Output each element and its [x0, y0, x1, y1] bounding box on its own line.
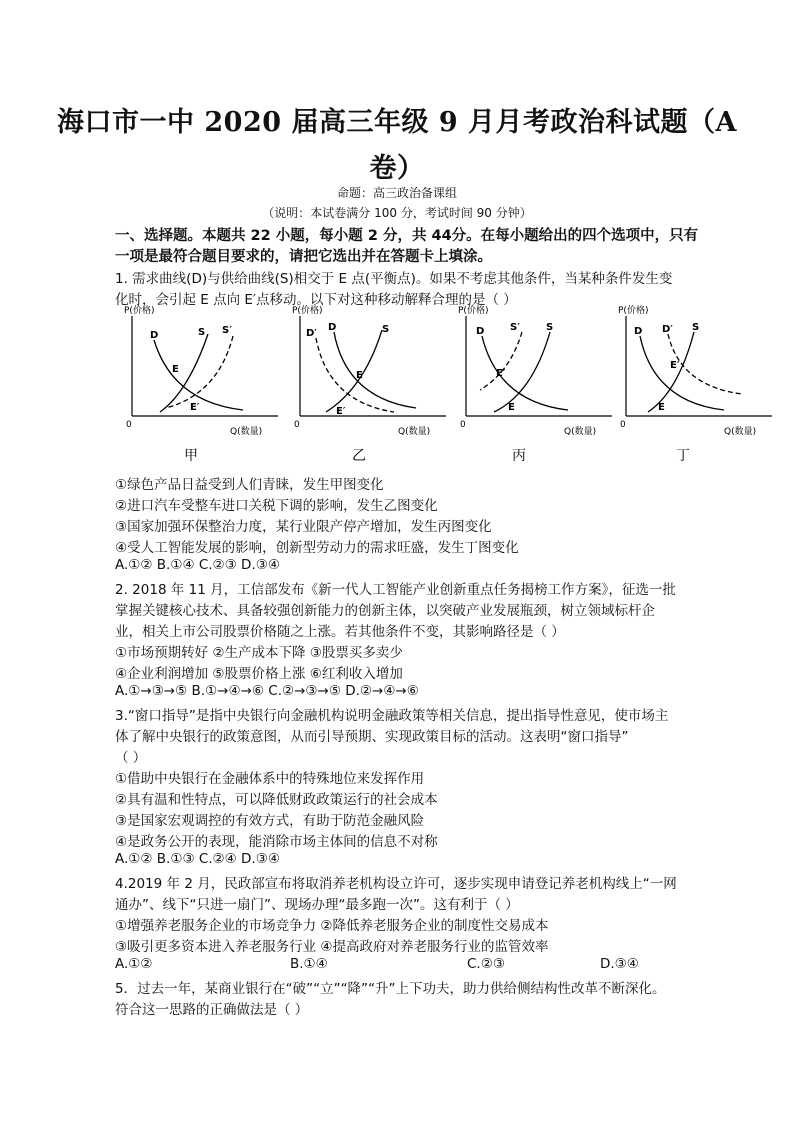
- graph-y-axis-label: P(价格): [124, 306, 155, 316]
- supply-demand-graph-ding: [612, 302, 772, 472]
- question-2-option: ④企业利润增加 ⑤股票价格上涨 ⑥红利收入增加: [115, 666, 403, 682]
- demand-curve-d: [482, 336, 568, 410]
- graph-y-axis-label: P(价格): [292, 306, 323, 316]
- question-2-answers: A.①→③→⑤ B.①→④→⑥ C.②→③→⑤ D.②→④→⑥: [115, 683, 419, 699]
- graph-caption: 乙: [352, 448, 366, 464]
- label-s-prime: S′: [510, 322, 520, 333]
- question-2-stem-line2: 掌握关键核心技术、具备较强创新能力的创新主体，以突破产业发展瓶颈，树立领域标杆企: [115, 603, 655, 619]
- label-s: S: [198, 327, 206, 338]
- question-1-stem-line2: 化时，会引起 E 点向 E′点移动。以下对这种移动解释合理的是（ ）: [115, 292, 517, 308]
- exam-author: 命题：高三政治备课组: [336, 186, 457, 200]
- question-3-option: ④是政务公开的表现，能消除市场主体间的信息不对称: [115, 834, 438, 850]
- question-4-stem-line2: 通办”、线下“只进一扇门”、现场办理“最多跑一次”。这有利于（ ）: [115, 897, 519, 913]
- supply-curve-s: [326, 330, 382, 412]
- question-1-option: ③国家加强环保整治力度，某行业限产停产增加，发生丙图变化: [115, 519, 492, 535]
- question-4-stem-line1: 4.2019 年 2 月，民政部宣布将取消养老机构设立许可，逐步实现申请登记养老机构线上“一网: [115, 876, 677, 892]
- demand-curve-d: [640, 336, 724, 410]
- question-2-option: ①市场预期转好 ②生产成本下降 ③股票买多卖少: [115, 645, 403, 661]
- label-s-prime: S′: [222, 325, 232, 336]
- label-d: D: [476, 326, 485, 337]
- section-instruction-line2: 一项是最符合题目要求的，请把它选出并在答题卡上填涂。: [115, 249, 492, 265]
- label-s: S: [692, 322, 700, 333]
- supply-demand-graph-yi: [286, 302, 446, 472]
- question-2-stem-line1: 2. 2018 年 11 月，工信部发布《新一代人工智能产业创新重点任务揭榜工作方案》，征选一批: [115, 582, 676, 598]
- question-1-option: ②进口汽车受整车进口关税下调的影响，发生乙图变化: [115, 498, 438, 514]
- question-1-stem-line1: 1. 需求曲线(D)与供给曲线(S)相交于 E 点(平衡点)。如果不考虑其他条件，当某种条件发生变: [115, 271, 673, 287]
- supply-curve-s-prime: [480, 332, 522, 390]
- question-4-option: ①增强养老服务企业的市场竞争力 ②降低养老服务企业的制度性交易成本: [115, 918, 549, 934]
- exam-note: （说明：本试卷满分 100 分，考试时间 90 分钟）: [262, 206, 532, 220]
- supply-demand-graph-bing: [452, 302, 612, 472]
- question-3-stem-line1: 3.“窗口指导”是指中央银行向金融机构说明金融政策等相关信息，提出指导性意见，使市场主: [115, 708, 669, 724]
- question-3-option: ②具有温和性特点，可以降低财政政策运行的社会成本: [115, 792, 438, 808]
- graph-caption: 丁: [676, 448, 690, 464]
- graph-x-axis-label: Q(数量): [398, 427, 431, 437]
- demand-curve-d-prime: [316, 338, 394, 412]
- question-4-answer-a: A.①②: [115, 956, 153, 972]
- graph-x-axis-label: Q(数量): [564, 427, 597, 437]
- label-d: D: [328, 322, 337, 333]
- question-4-answer-d: D.③④: [600, 956, 639, 972]
- graph-y-axis-label: P(价格): [458, 306, 489, 316]
- question-4-answer-c: C.②③: [467, 956, 505, 972]
- question-3-stem-line2: 体了解中央银行的政策意图，从而引导预期、实现政策目标的活动。这表明“窗口指导”: [115, 729, 629, 745]
- supply-curve-s: [160, 334, 208, 412]
- question-4-answer-b: B.①④: [290, 956, 328, 972]
- label-e: E: [508, 402, 515, 413]
- label-e: E: [356, 370, 363, 381]
- demand-curve-d: [334, 332, 416, 408]
- graph-caption: 甲: [184, 448, 198, 464]
- question-1-answers: A.①② B.①④ C.②③ D.③④: [115, 557, 280, 573]
- label-e-prime: E′: [670, 360, 680, 371]
- question-3-stem-line3: （ ）: [115, 750, 147, 766]
- label-d: D: [150, 330, 159, 341]
- graph-caption: 丙: [512, 448, 526, 464]
- label-s: S: [382, 324, 390, 335]
- label-d: D: [634, 326, 643, 337]
- label-e-prime: E′: [336, 406, 346, 417]
- question-1-option: ④受人工智能发展的影响，创新型劳动力的需求旺盛，发生丁图变化: [115, 540, 519, 556]
- graph-origin: 0: [294, 420, 300, 430]
- label-e: E: [172, 364, 179, 375]
- demand-curve-d: [154, 340, 243, 410]
- graph-x-axis-label: Q(数量): [230, 427, 263, 437]
- question-4-option: ③吸引更多资本进入养老服务行业 ④提高政府对养老服务行业的监管效率: [115, 939, 549, 955]
- label-d-prime: D′: [662, 324, 673, 335]
- exam-title-line1: 海口市一中 2020 届高三年级 9 月月考政治科试题（A: [57, 107, 737, 138]
- section-instruction-line1: 一、选择题。本题共 22 小题，每小题 2 分，共 44分。在每小题给出的四个选项中，只有: [115, 228, 699, 244]
- graph-origin: 0: [460, 420, 466, 430]
- supply-demand-graph-jia: [118, 302, 278, 472]
- graph-x-axis-label: Q(数量): [724, 427, 757, 437]
- graph-y-axis-label: P(价格): [618, 306, 649, 316]
- question-1-option: ①绿色产品日益受到人们青睐，发生甲图变化: [115, 477, 384, 493]
- question-5-stem-line1: 5．过去一年，某商业银行在“破”“立”“降”“升”上下功夫，助力供给侧结构性改革不断深化。: [115, 981, 666, 997]
- graph-origin: 0: [126, 420, 132, 430]
- label-s: S: [546, 322, 554, 333]
- label-e-prime: E′: [190, 402, 200, 413]
- label-e-prime: E′: [496, 368, 506, 379]
- exam-title-line2: 卷）: [369, 153, 425, 184]
- question-3-option: ③是国家宏观调控的有效方式，有助于防范金融风险: [115, 813, 425, 829]
- question-5-stem-line2: 符合这一思路的正确做法是（ ）: [115, 1002, 309, 1018]
- question-2-stem-line3: 业，相关上市公司股票价格随之上涨。若其他条件不变，其影响路径是（ ）: [115, 624, 565, 640]
- label-d-prime: D′: [306, 328, 317, 339]
- label-e: E: [658, 402, 665, 413]
- graph-origin: 0: [620, 420, 626, 430]
- question-3-answers: A.①② B.①③ C.②④ D.③④: [115, 851, 280, 867]
- question-3-option: ①借助中央银行在金融体系中的特殊地位来发挥作用: [115, 771, 425, 787]
